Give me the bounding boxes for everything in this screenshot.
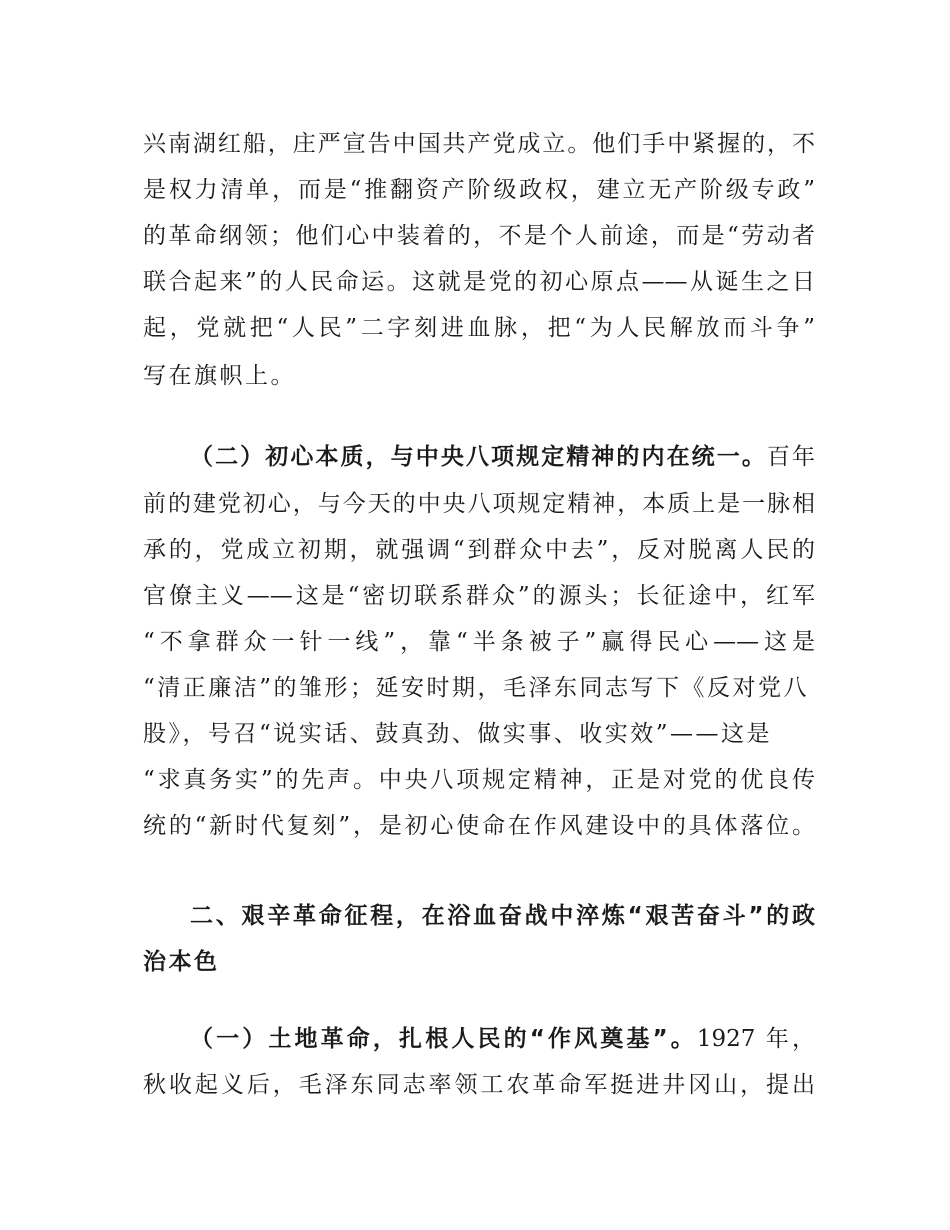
paragraph-line: 秋收起义后，毛泽东同志率领工农革命军挺进井冈山，提出 (143, 1072, 815, 1098)
paragraph-line: 起，党就把“人民”二字刻进血脉，把“为人民解放而斗争” (143, 315, 815, 341)
paragraph-line: “不拿群众一针一线”，靠“半条被子”赢得民心——这是 (143, 629, 815, 655)
subsection-heading: （二）初心本质，与中央八项规定精神的内在统一。 (190, 444, 767, 470)
subsection-text: 百年 (766, 444, 816, 470)
paragraph-line: 承的，党成立初期，就强调“到群众中去”，反对脱离人民的 (143, 537, 815, 563)
subsection-heading: （一）土地革命，扎根人民的“作风奠基”。 (190, 1026, 697, 1052)
paragraph-line: “求真务实”的先声。中央八项规定精神，正是对党的优良传 (143, 767, 815, 793)
paragraph-line: 兴南湖红船，庄严宣告中国共产党成立。他们手中紧握的，不 (143, 131, 815, 157)
paragraph-line: 股》，号召“说实话、鼓真劲、做实事、收实效”——这是 (143, 721, 773, 747)
subsection-first-line (190, 437, 815, 477)
paragraph-line: 是权力清单，而是“推翻资产阶级政权，建立无产阶级专政” (143, 177, 815, 203)
paragraph-line: 前的建党初心，与今天的中央八项规定精神，本质上是一脉相 (143, 491, 815, 517)
paragraph-line: 写在旗帜上。 (143, 363, 296, 389)
paragraph-line: “清正廉洁”的雏形；延安时期，毛泽东同志写下《反对党八 (143, 675, 810, 701)
subsection-first-line (190, 1019, 815, 1059)
section-heading-continued: 治本色 (143, 949, 220, 975)
subsection-text: 1927 年， (696, 1026, 815, 1052)
section-heading: 二、艰辛革命征程，在浴血奋战中淬炼“艰苦奋斗”的政 (190, 903, 815, 929)
paragraph-line: 联合起来”的人民命运。这就是党的初心原点——从诞生之日 (143, 269, 815, 295)
paragraph-line: 的革命纲领；他们心中装着的，不是个人前途，而是“劳动者 (143, 223, 815, 249)
paragraph-line: 统的“新时代复刻”，是初心使命在作风建设中的具体落位。 (143, 813, 815, 839)
paragraph-line: 官僚主义——这是“密切联系群众”的源头；长征途中，红军 (143, 583, 815, 609)
